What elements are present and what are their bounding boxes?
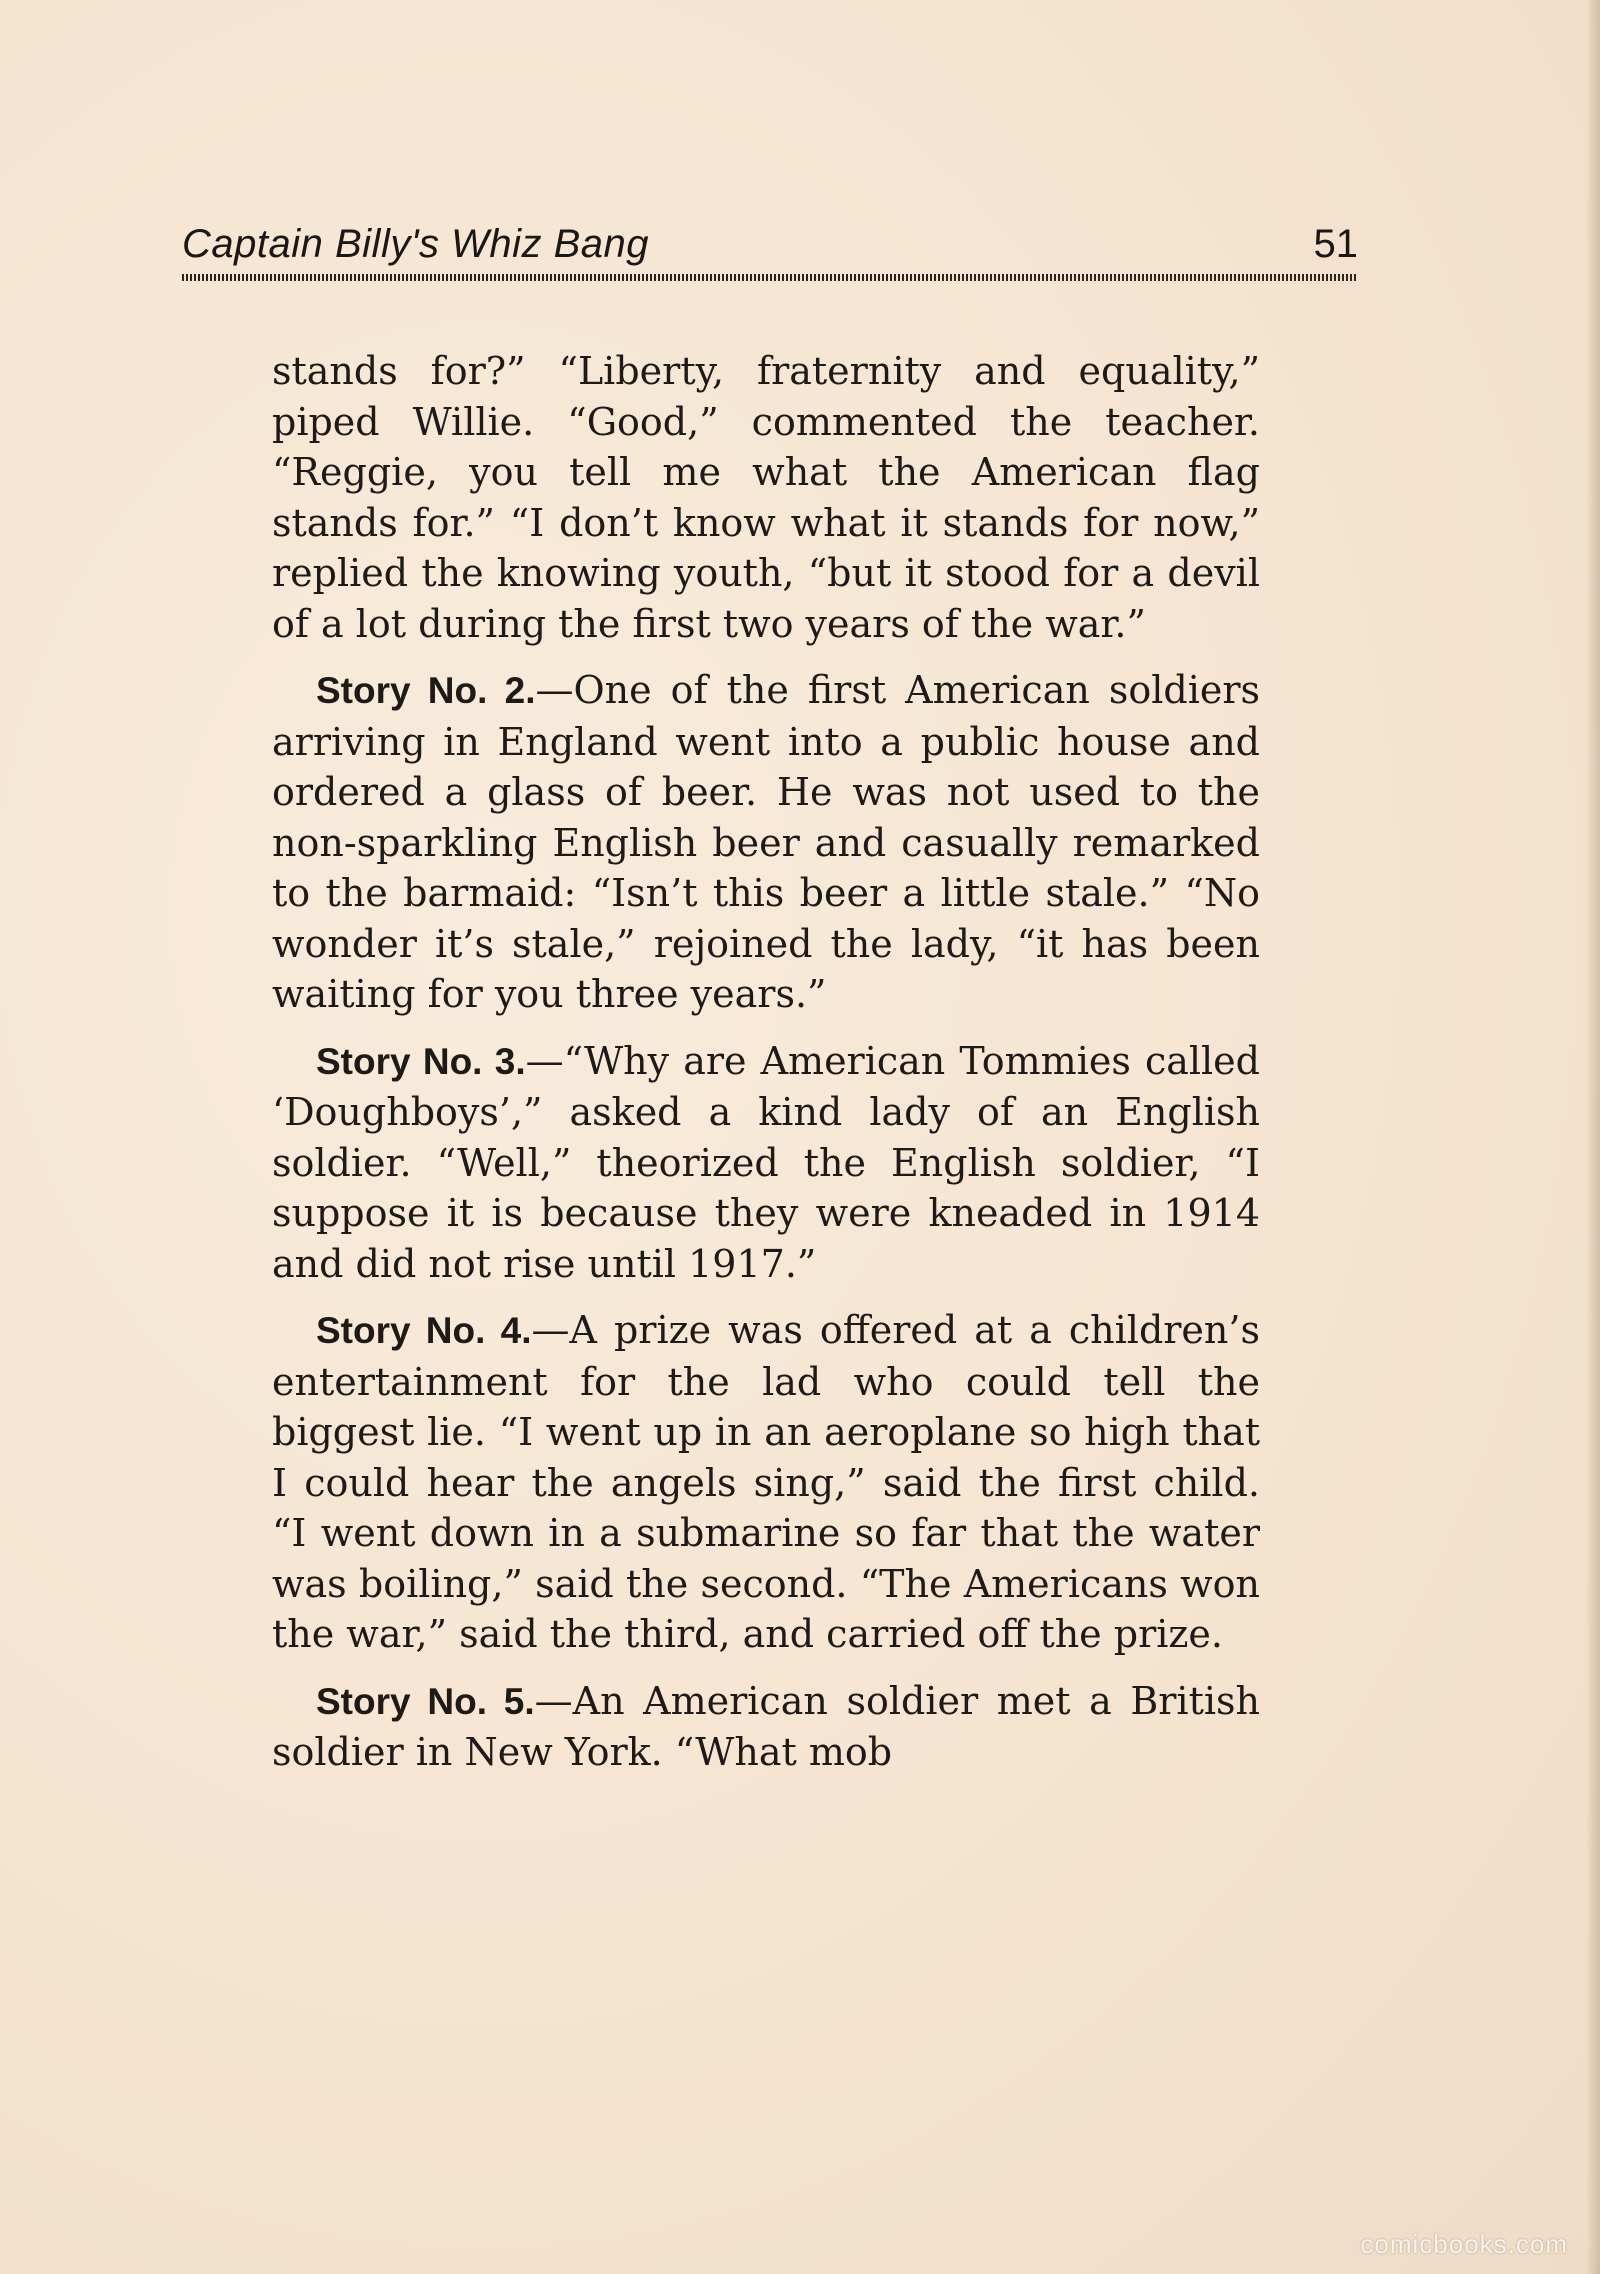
paragraph-text: —A prize was offered at a children’s entertainment for the lad who could tell the biggest lie. “I went up in an aeroplane so high that I could hear the angels sing,” said the first child. “I went down in a submarine so far that the water was boiling,” said the second. “The Americans won the war,” said the third, and carried off the prize. bbox=[272, 1308, 1260, 1656]
paragraph-text: —One of the first American soldiers arriving in England went into a public house and ordered a glass of beer. He was not used to the non-sparkling English beer and casually remarked to the barmaid: “Isn’t this beer a little stale.” “No wonder it’s stale,” rejoined the lady, “it has been waiting for you three years.” bbox=[272, 668, 1260, 1016]
story-label: Story No. 5. bbox=[316, 1680, 535, 1722]
watermark: comicbooks.com bbox=[1360, 2229, 1568, 2259]
body-text bbox=[272, 346, 1260, 1794]
paragraph-text: —“Why are American Tommies called ‘Doughboys’,” asked a kind lady of an English soldier. “Well,” theorized the English soldier, “I suppose it is because they were kneaded in 1914 and did not rise until 1917.” bbox=[272, 1038, 1260, 1286]
paragraph-story-2 bbox=[272, 665, 1260, 1020]
page-header bbox=[182, 218, 1358, 288]
story-label: Story No. 2. bbox=[316, 670, 536, 711]
paragraph-story-5 bbox=[272, 1676, 1260, 1778]
paragraph-continuation bbox=[272, 346, 1260, 649]
paragraph-story-3 bbox=[272, 1036, 1260, 1290]
story-label: Story No. 3. bbox=[316, 1040, 526, 1082]
paragraph-text: stands for?” “Liberty, fraternity and equality,” piped Willie. “Good,” commented the teacher. “Reggie, you tell me what the American flag stands for.” “I don’t know what it stands for now,” replied the knowing youth, “but it stood for a devil of a lot during the first two years of the war.” bbox=[272, 349, 1260, 646]
paragraph-text: —An American soldier met a British soldier in New York. “What mob bbox=[272, 1678, 1260, 1774]
running-title: Captain Billy's Whiz Bang bbox=[182, 222, 649, 266]
story-label: Story No. 4. bbox=[316, 1310, 532, 1351]
paragraph-story-4 bbox=[272, 1305, 1260, 1660]
page-number: 51 bbox=[1313, 222, 1358, 266]
page-edge-shadow bbox=[1586, 0, 1600, 2274]
header-rule bbox=[182, 274, 1358, 281]
